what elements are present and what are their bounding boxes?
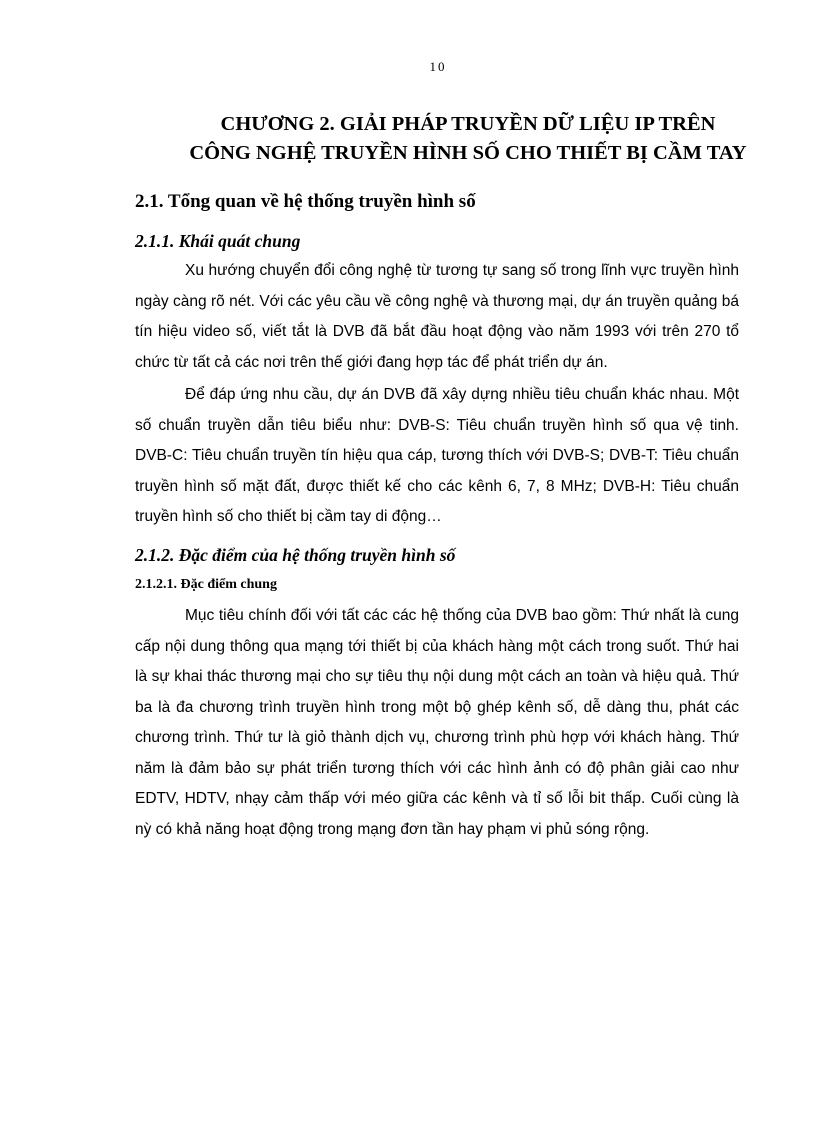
chapter-title-line-1: CHƯƠNG 2. GIẢI PHÁP TRUYỀN DỮ LIỆU IP TRÊN bbox=[220, 113, 716, 135]
section-2-1-2-heading: 2.1.2. Đặc điểm của hệ thống truyền hình số bbox=[135, 545, 456, 565]
chapter-title bbox=[100, 110, 816, 168]
section-2-1-1-paragraph-2: Để đáp ứng nhu cầu, dự án DVB đã xây dựng nhiều tiêu chuẩn khác nhau. Một số chuẩn truyền dẫn tiêu biểu như: DVB-S: Tiêu chuẩn truyền hình số qua vệ tinh. DVB-C: Tiêu chuẩn truyền tín hiệu qua cáp, tương thích với DVB-S; DVB-T: Tiêu chuẩn truyền hình số mặt đất, được thiết kế cho các kênh 6, 7, 8 MHz; DVB-H: Tiêu chuẩn truyền hình số cho thiết bị cầm tay di động… bbox=[135, 386, 739, 525]
chapter-title-line-2: CÔNG NGHỆ TRUYỀN HÌNH SỐ CHO THIẾT BỊ CẦM TAY bbox=[189, 142, 747, 164]
section-2-1-2-1-paragraph: Mục tiêu chính đối với tất các các hệ thống của DVB bao gồm: Thứ nhất là cung cấp nội dung thông qua mạng tới thiết bị của khách hàng một cách trong suốt. Thứ hai là sự khai thác thương mại cho sự tiêu thụ nội dung một cách an toàn và hiệu quả. Thứ ba là đa chương trình truyền hình trong một bộ ghép kênh số, dễ dàng thu, phát các chương trình. Thứ tư là giỏ thành dịch vụ, chương trình phù hợp với khách hàng. Thứ năm là đảm bảo sự phát triển tương thích với các hình ảnh có độ phân giải cao như EDTV, HDTV, nhạy cảm thấp với méo giữa các kênh và tỉ số lỗi bit thấp. Cuối cùng là nỳ có khả năng hoạt động trong mạng đơn tần hay phạm vi phủ sóng rộng. bbox=[135, 607, 739, 838]
section-2-1-1-heading: 2.1.1. Khái quát chung bbox=[135, 231, 301, 251]
section-2-1-1-paragraph-1: Xu hướng chuyển đổi công nghệ từ tương tự sang số trong lĩnh vực truyền hình ngày càng rõ nét. Với các yêu cầu về công nghệ và thương mại, dự án truyền quảng bá tín hiệu video số, viết tắt là DVB đã bắt đầu hoạt động vào năm 1993 với trên 270 tổ chức từ tất cả các nơi trên thế giới đang hợp tác để phát triển dự án. bbox=[135, 262, 739, 371]
section-2-1-heading: 2.1. Tổng quan về hệ thống truyền hình số bbox=[135, 191, 476, 212]
section-2-1-2-1-heading: 2.1.2.1. Đặc điểm chung bbox=[135, 577, 277, 592]
page-number: 10 bbox=[429, 59, 447, 74]
